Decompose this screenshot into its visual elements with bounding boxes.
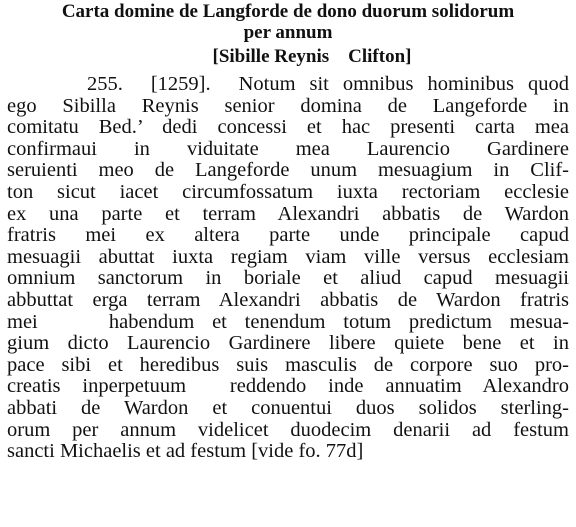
body-line: orum per annum videlicet duodecim denarii ad festum bbox=[7, 418, 569, 441]
body-line: fratris mei ex altera parte unde principale capud bbox=[7, 224, 569, 247]
body-line: omnium sanctorum in boriale et aliud capud mesuagii bbox=[7, 267, 569, 290]
charter-subtitle: [Sibille Reynis Clifton] bbox=[212, 46, 412, 67]
body-line: abbati de Wardon et conuentui duos solidos sterling- bbox=[7, 396, 569, 419]
body-line: comitatu Bed.’ dedi concessi et hac presenti carta mea bbox=[7, 116, 569, 139]
body-line: confirmaui in viduitate mea Laurencio Gardinere bbox=[7, 137, 569, 160]
body-line: creatis inperpetuum reddendo inde annuatim Alexandro bbox=[7, 375, 569, 398]
charter-title-line-1: Carta domine de Langforde de dono duorum solidorum bbox=[61, 1, 515, 22]
body-line: ego Sibilla Reynis senior domina de Langeforde in bbox=[7, 94, 569, 117]
body-line: pace sibi et heredibus suis masculis de corpore suo pro- bbox=[7, 353, 569, 376]
body-line: mesuagii abuttat iuxta regiam viam ville versus ecclesiam bbox=[7, 245, 569, 268]
charter-body bbox=[7, 74, 569, 463]
body-line: ton sicut iacet circumfossatum iuxta rectoriam ecclesie bbox=[7, 180, 569, 203]
body-line: abbuttat erga terram Alexandri abbatis de Wardon fratris bbox=[7, 288, 569, 311]
body-line: ex una parte et terram Alexandri abbatis de Wardon bbox=[7, 202, 569, 225]
charter-title-line-2: per annum bbox=[243, 22, 333, 43]
body-line: 255. [1259]. Notum sit omnibus hominibus quod bbox=[87, 73, 569, 95]
body-line: sancti Michaelis et ad festum [vide fo. 77d] bbox=[7, 440, 364, 463]
body-line: mei habendum et tenendum totum predictum mesua- bbox=[7, 310, 569, 333]
body-line: seruienti meo de Langeforde unum mesuagium in Clif- bbox=[7, 159, 569, 182]
body-line: gium dicto Laurencio Gardinere libere quiete bene et in bbox=[7, 332, 569, 355]
